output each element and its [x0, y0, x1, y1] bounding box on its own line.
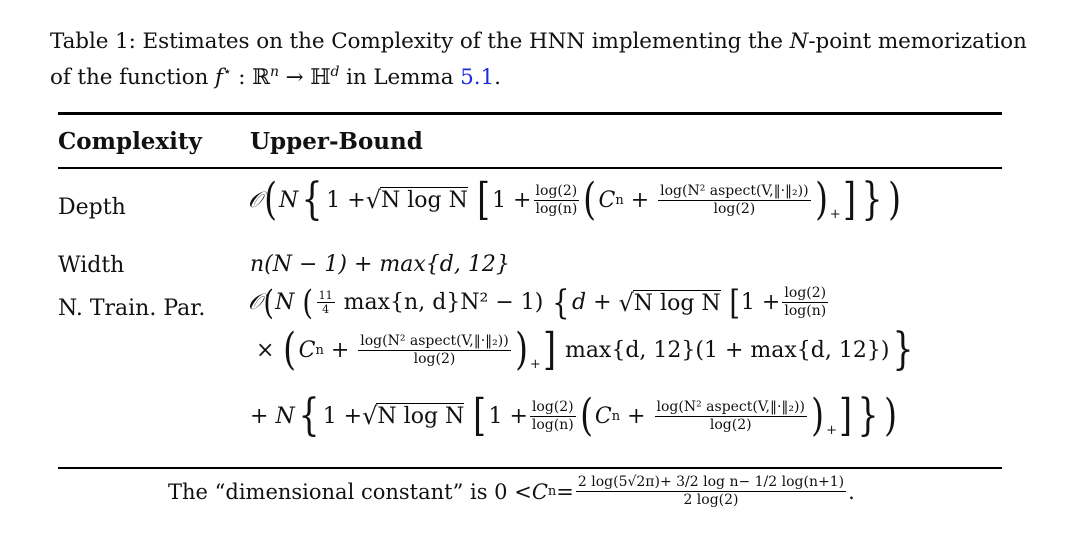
caption-N: N	[789, 29, 809, 54]
caption-star: ⋆	[222, 64, 232, 80]
footnote-frac-den: 2 log(2)	[683, 492, 739, 508]
frac-den: log(2)	[413, 350, 456, 367]
table-caption	[50, 26, 1040, 93]
frac-den: log(2)	[713, 200, 756, 217]
caption-mapping: : ℝ	[231, 65, 270, 91]
caption-line2: of the function	[50, 65, 216, 91]
frac-num: log(2)	[784, 285, 827, 301]
params-formula-line2: × ( C n + $\frac{\text{log(N² aspect(V,‖·‖₂))}}{\log(2)}$ ) + ] max{d, 12}(1 + max{d, 12}) }	[256, 324, 914, 375]
footnote-n: n	[547, 484, 557, 499]
table-mid-rule	[58, 167, 1002, 169]
depth-formula: 𝒪 ( N { 1 + √ N log N [ 1 + $\frac{\log(2)}{\log(n)}$ ( C n + $\frac{\text{log(N² aspect(V,‖·‖₂))}}{\log(2)}$ ) + ] } )	[248, 174, 901, 225]
frac-den: log(n)	[535, 200, 578, 217]
frac-den: 4	[322, 303, 330, 316]
row-width-label: Width	[58, 253, 125, 278]
caption-n-sup: n	[269, 64, 279, 80]
footnote-C: C	[531, 479, 548, 504]
frac-num: 11	[318, 289, 333, 302]
caption-prefix: Table 1:	[50, 29, 136, 54]
row-params-label: N. Train. Par.	[58, 296, 206, 321]
max-d12: max{d, 12}(1 + max{d, 12})	[564, 337, 890, 363]
params-formula-line3: + N { 1 + √ N log N [ 1 + $\frac{\log(2)}{\log(n)}$ ( C n + $\frac{\text{log(N² aspect(V,‖·‖₂))}}{\log(2)}$ ) + ] } )	[250, 390, 898, 441]
caption-arrow: → ℍ	[278, 65, 331, 91]
footnote	[168, 474, 855, 509]
big-o: 𝒪	[248, 187, 262, 213]
frac-num: log(N² aspect(V,‖·‖₂))	[656, 398, 805, 415]
header-complexity: Complexity	[58, 128, 202, 155]
footnote-frac-num: 2 log(5√2π)+ 3/2 log n− 1/2 log(n+1)	[577, 474, 845, 490]
frac-num: log(2)	[535, 182, 578, 199]
sqrt-nlogn: N log N	[633, 290, 721, 316]
caption-text-2: -point memorization	[808, 29, 1027, 54]
params-formula-line1: 𝒪 ( N ( $\frac{11}{4}$ max{n, d}N² − 1) { d + √ N log N [ 1 + $\frac{\log(2)}{\log(n)}$	[248, 282, 827, 323]
caption-d-sup: d	[330, 64, 340, 80]
caption-period: .	[494, 65, 501, 91]
frac-den: log(2)	[709, 416, 752, 433]
frac-num: log(N² aspect(V,‖·‖₂))	[360, 332, 509, 349]
caption-text-1: Estimates on the Complexity of the HNN implementing the	[135, 29, 790, 54]
width-formula: n(N − 1) + max{d, 12}	[250, 252, 510, 277]
frac-num: log(2)	[531, 398, 574, 415]
frac-den: log(n)	[784, 303, 827, 319]
footnote-eq: =	[556, 479, 574, 504]
table-bottom-rule	[58, 467, 1002, 469]
frac-num: log(N² aspect(V,‖·‖₂))	[660, 182, 809, 199]
lemma-link[interactable]: 5.1	[460, 65, 495, 91]
footnote-period: .	[848, 479, 855, 504]
table-top-rule	[58, 112, 1002, 115]
footnote-text: The “dimensional constant” is 0 <	[168, 479, 532, 504]
row-depth-label: Depth	[58, 195, 126, 220]
sqrt-nlogn: N log N	[377, 404, 465, 429]
header-upper-bound: Upper-Bound	[250, 128, 423, 155]
frac-den: log(n)	[531, 416, 574, 433]
max-nd: max{n, d}N² − 1)	[343, 290, 544, 315]
big-o: 𝒪	[248, 290, 262, 315]
caption-func: f	[215, 65, 223, 91]
caption-in-lemma: in Lemma	[339, 65, 461, 91]
sqrt-nlogn: N log N	[381, 188, 468, 213]
